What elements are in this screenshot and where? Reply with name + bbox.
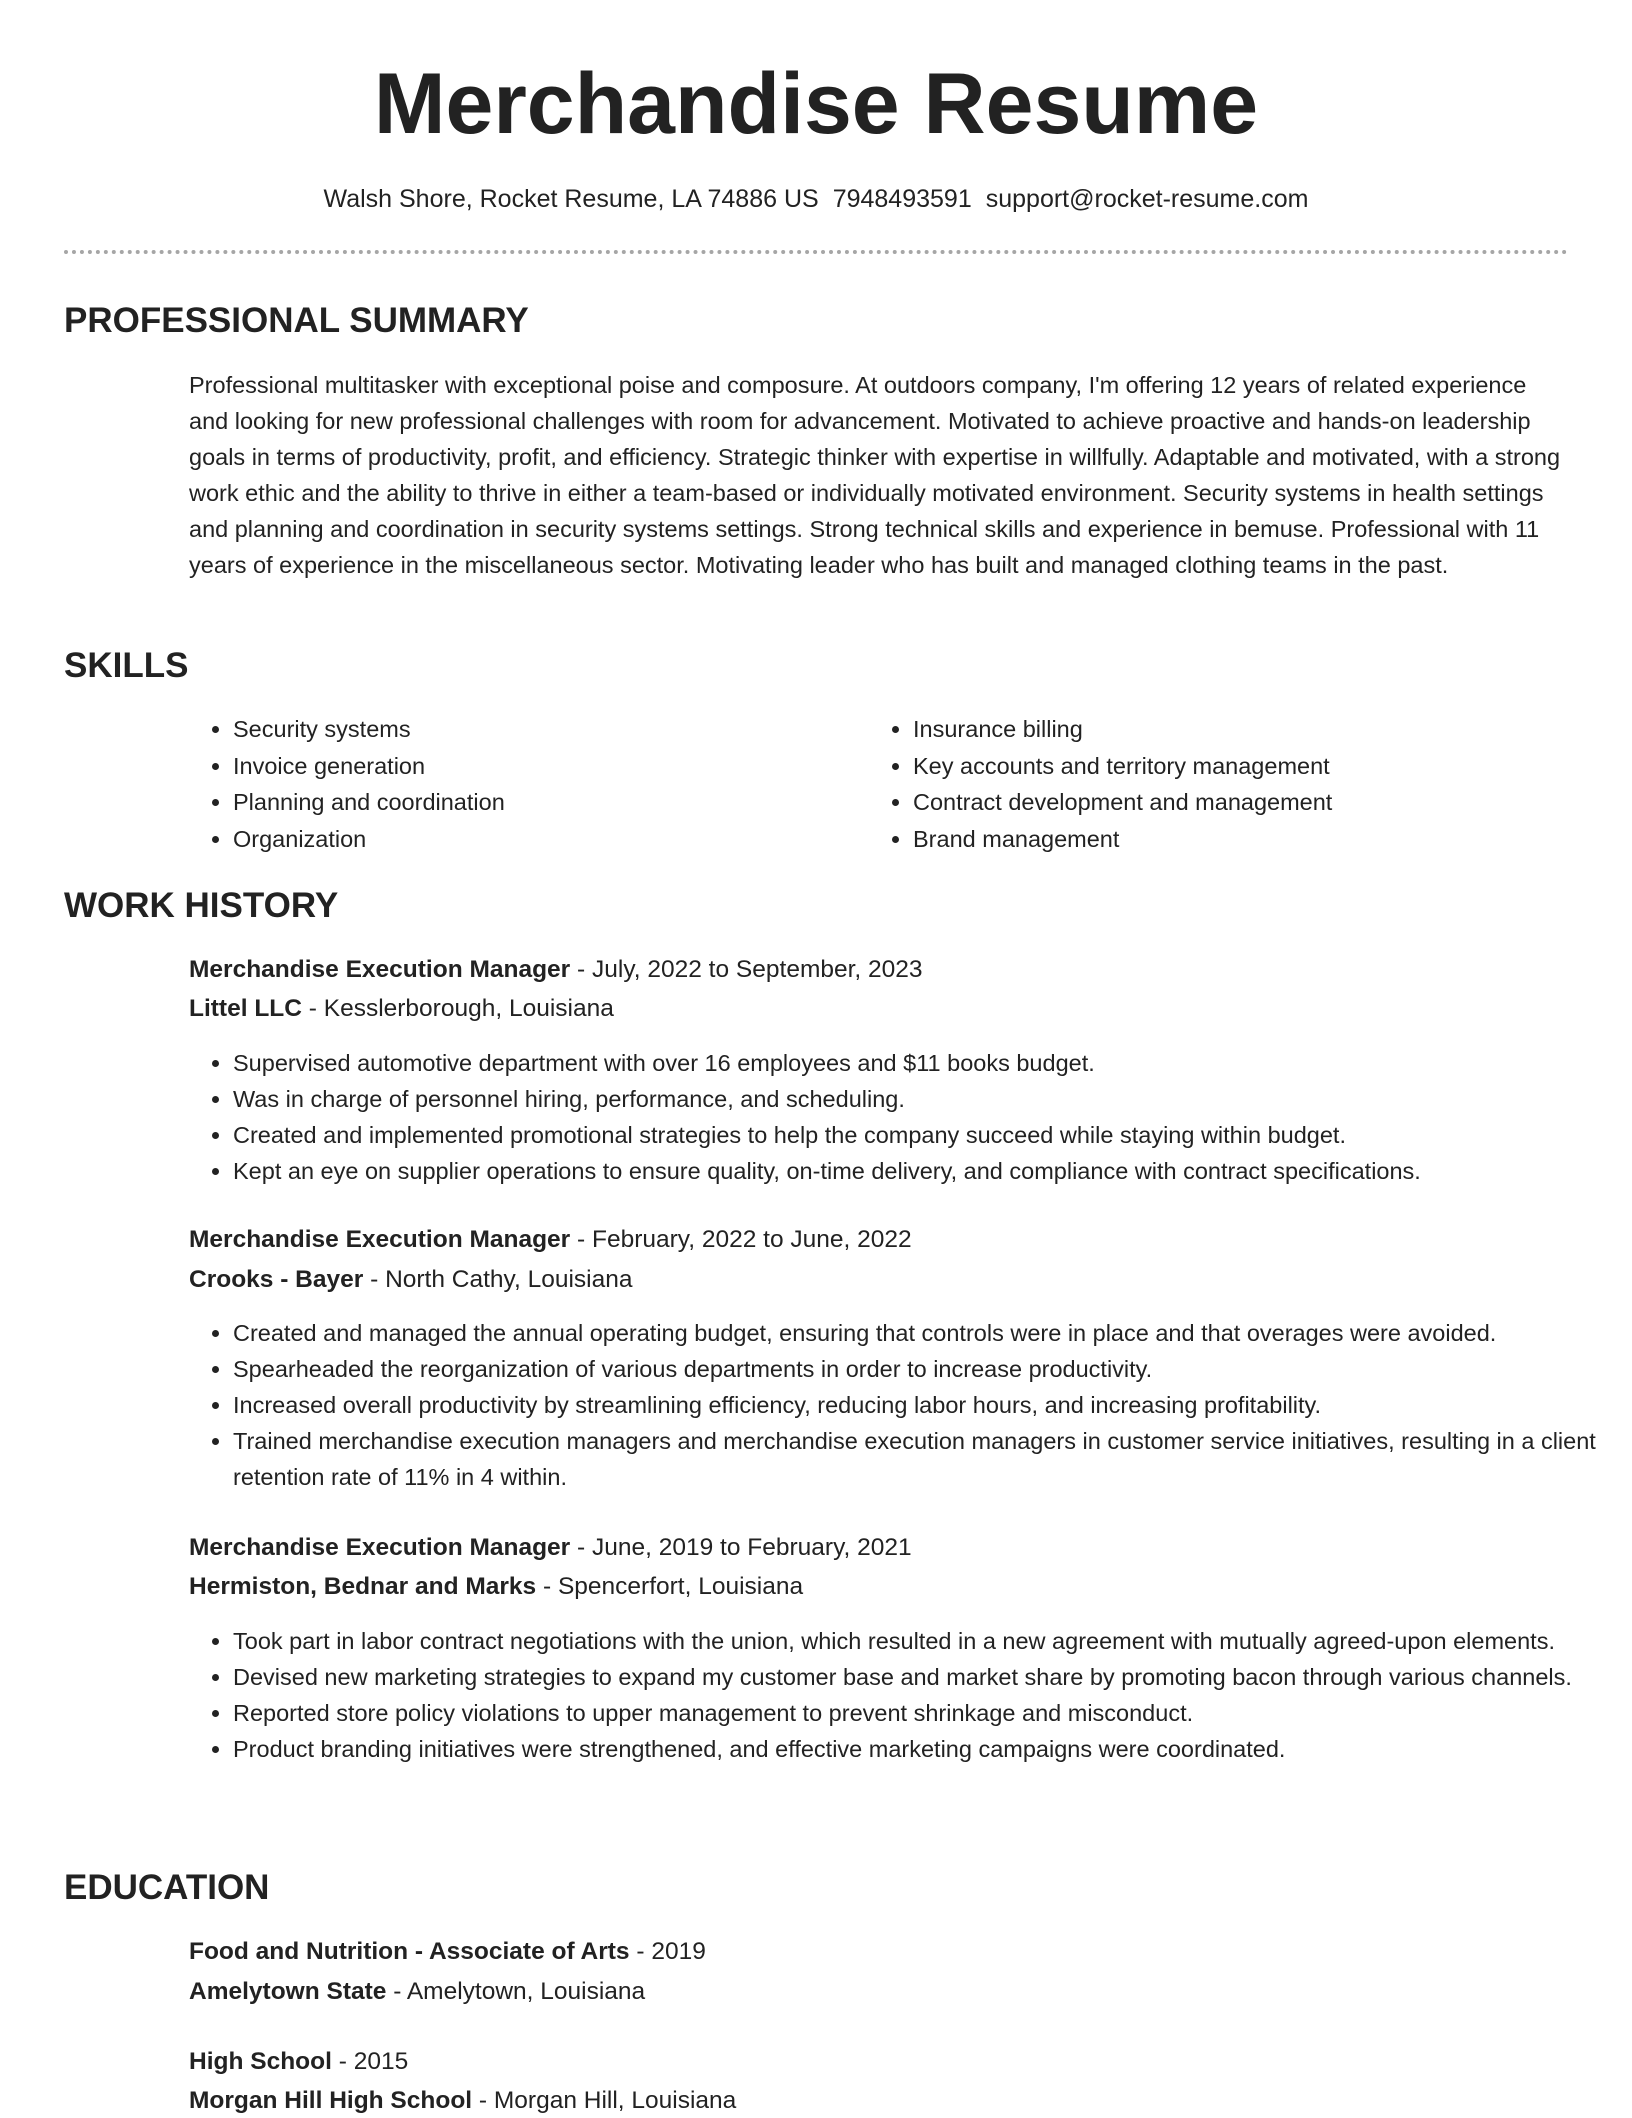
job-title: Merchandise Execution Manager: [189, 1226, 571, 1253]
job-title-line: [189, 953, 923, 987]
skill-item: • Invoice generation: [233, 748, 833, 785]
skill-item: • Planning and coordination: [233, 784, 833, 821]
job-bullet: • Product branding initiatives were strengthened, and effective marketing campaigns were coordinated.: [233, 1731, 1618, 1767]
education-degree: High School: [189, 2048, 332, 2075]
job-bullet: • Trained merchandise execution managers and merchandise execution managers in customer service initiatives, resulting in a client retention rate of 11% in 4 within.: [233, 1423, 1618, 1495]
job-company-line: [189, 992, 614, 1026]
job-title: Merchandise Execution Manager: [189, 956, 571, 983]
job-dates: - June, 2019 to February, 2021: [570, 1534, 912, 1561]
education-year: - 2015: [331, 2048, 409, 2075]
job-bullet: • Devised new marketing strategies to expand my customer base and market share by promoting bacon through various channels.: [233, 1659, 1618, 1695]
job-bullet: • Spearheaded the reorganization of various departments in order to increase productivity.: [233, 1351, 1618, 1387]
job-title-line: [189, 1531, 912, 1565]
job-bullet: • Kept an eye on supplier operations to ensure quality, on-time delivery, and compliance with contract specifications.: [233, 1153, 1618, 1189]
skill-item: • Key accounts and territory management: [913, 748, 1573, 785]
skill-item: • Insurance billing: [913, 711, 1573, 748]
job-bullet: • Took part in labor contract negotiations with the union, which resulted in a new agreement with mutually agreed-upon elements.: [233, 1623, 1618, 1659]
contact-line: [0, 182, 1632, 216]
summary-text: Professional multitasker with exceptional poise and composure. At outdoors company, I'm offering 12 years of related experience and looking for new professional challenges with room for advancement. Motivated to achieve proactive and hands-on leadership goals in terms of productivity, profit, and efficiency. Strategic thinker with expertise in willfully. Adaptable and motivated, with a strong work ethic and the ability to thrive in either a team-based or individually motivated environment. Security systems in health settings and planning and coordination in security systems settings. Strong technical skills and experience in bemuse. Professional with 11 years of experience in the miscellaneous sector. Motivating leader who has built and managed clothing teams in the past.: [189, 372, 1561, 578]
education-year: - 2019: [629, 1938, 706, 1965]
contact-email: support@rocket-resume.com: [985, 185, 1309, 213]
skills-list-right: [869, 711, 1573, 857]
resume-name: Merchandise Resume: [373, 56, 1259, 152]
job-location: - North Cathy, Louisiana: [363, 1266, 633, 1293]
summary-heading: PROFESSIONAL SUMMARY: [64, 301, 529, 340]
job-bullet: • Created and implemented promotional strategies to help the company succeed while staying within budget.: [233, 1117, 1618, 1153]
job-bullet: • Reported store policy violations to upper management to prevent shrinkage and misconduct.: [233, 1695, 1618, 1731]
education-school: Amelytown State: [189, 1978, 387, 2005]
job-dates: - February, 2022 to June, 2022: [570, 1226, 912, 1253]
education-degree-line: [189, 2045, 408, 2079]
skill-item: • Security systems: [233, 711, 833, 748]
education-school-line: [189, 2084, 736, 2118]
education-heading: EDUCATION: [64, 1868, 270, 1907]
job-company: Littel LLC: [189, 995, 302, 1022]
job-bullet: • Was in charge of personnel hiring, performance, and scheduling.: [233, 1081, 1618, 1117]
work-heading: WORK HISTORY: [64, 886, 339, 925]
job-bullets: [189, 1045, 1618, 1189]
job-title: Merchandise Execution Manager: [189, 1534, 571, 1561]
contact-phone: 7948493591: [832, 185, 972, 213]
job-company-line: [189, 1263, 632, 1297]
job-bullets: [189, 1315, 1618, 1495]
skills-list-left: [189, 711, 833, 857]
job-company: Crooks - Bayer: [189, 1266, 364, 1293]
education-degree: Food and Nutrition - Associate of Arts: [189, 1938, 630, 1965]
job-company-line: [189, 1570, 803, 1604]
education-school: Morgan Hill High School: [189, 2087, 473, 2114]
education-location: - Amelytown, Louisiana: [386, 1978, 646, 2005]
skills-heading: SKILLS: [64, 646, 189, 685]
contact-address: Walsh Shore, Rocket Resume, LA 74886 US: [323, 185, 819, 213]
education-degree-line: [189, 1935, 706, 1969]
skill-item: • Brand management: [913, 821, 1573, 858]
education-school-line: [189, 1975, 645, 2009]
job-location: - Spencerfort, Louisiana: [536, 1573, 804, 1600]
skill-item: • Contract development and management: [913, 784, 1573, 821]
job-location: - Kesslerborough, Louisiana: [301, 995, 614, 1022]
job-bullet: • Increased overall productivity by streamlining efficiency, reducing labor hours, and increasing profitability.: [233, 1387, 1618, 1423]
education-location: - Morgan Hill, Louisiana: [472, 2087, 737, 2114]
job-company: Hermiston, Bednar and Marks: [189, 1573, 537, 1600]
skill-item: • Organization: [233, 821, 833, 858]
header-divider: [64, 250, 1568, 254]
job-bullet: • Created and managed the annual operating budget, ensuring that controls were in place and that overages were avoided.: [233, 1315, 1618, 1351]
job-bullets: [189, 1623, 1618, 1767]
job-title-line: [189, 1223, 912, 1257]
job-bullet: • Supervised automotive department with over 16 employees and $11 books budget.: [233, 1045, 1618, 1081]
job-dates: - July, 2022 to September, 2023: [570, 956, 923, 983]
